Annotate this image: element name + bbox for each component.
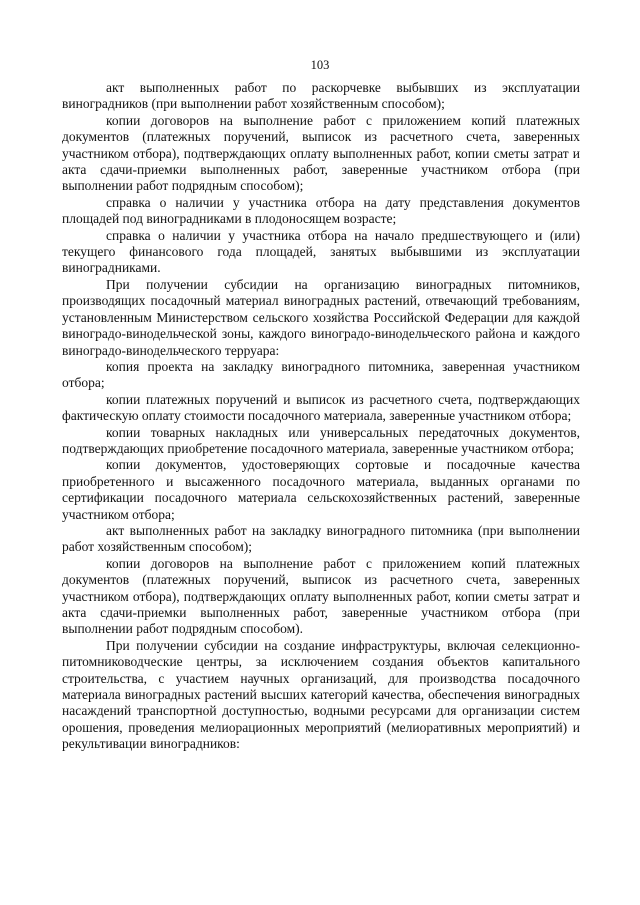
paragraph: справка о наличии у участника отбора на дату представления документов площадей под виноградниками в плодоносящем возрасте;	[62, 194, 580, 227]
paragraph: копии товарных накладных или универсальных передаточных документов, подтверждающих приобретение посадочного материала, заверенные участником отбора;	[62, 424, 580, 456]
paragraph: справка о наличии у участника отбора на начало предшествующего и (или) текущего финансового года площадей, занятых выбывшими из эксплуатации виноградниками.	[62, 227, 580, 276]
paragraph: При получении субсидии на организацию виноградных питомников, производящих посадочный материал виноградных растений, отвечающий требованиям, установленным Министерством сельского хозяйства Российской Федерации для каждой виноградо-винодельческой зоны, каждого виноградо-винодельческого района и каждого виноградо-винодельческого терруара:	[62, 276, 580, 358]
paragraph: акт выполненных работ по раскорчевке выбывших из эксплуатации виноградников (при выполнении работ хозяйственным способом);	[62, 80, 580, 112]
page-number: 103	[310, 58, 330, 72]
paragraph: При получении субсидии на создание инфраструктуры, включая селекционно-питомниководческие центры, за исключением создания объектов капитального строительства, с участием научных организаций, для производства посадочного материала виноградных растений высших категорий качества, обеспечения виноградных насаждений транспортной доступностью, водными ресурсами для организации систем орошения, проведения мелиорационных мероприятий (мелиоративных мероприятий) и рекультивации виноградников:	[62, 637, 580, 752]
paragraph: копии платежных поручений и выписок из расчетного счета, подтверждающих фактическую оплату стоимости посадочного материала, заверенные участником отбора;	[62, 391, 580, 424]
paragraph: копия проекта на закладку виноградного питомника, заверенная участником отбора;	[62, 358, 580, 391]
paragraph: копии договоров на выполнение работ с приложением копий платежных документов (платежных поручений, выписок из расчетного счета, заверенных участником отбора), подтверждающих оплату выполненных работ, копии сметы затрат и акта сдачи-приемки выполненных работ, заверенные участником отбора (при выполнении работ подрядным способом).	[62, 555, 580, 637]
paragraph: копии договоров на выполнение работ с приложением копий платежных документов (платежных поручений, выписок из расчетного счета, заверенных участником отбора), подтверждающих оплату выполненных работ, копии сметы затрат и акта сдачи-приемки выполненных работ, заверенные участником отбора (при выполнении работ подрядным способом);	[62, 112, 580, 194]
paragraph: копии документов, удостоверяющих сортовые и посадочные качества приобретенного и высаженного посадочного материала, выданных органами по сертификации посадочного материала сельскохозяйственных растений, заверенные участником отбора;	[62, 457, 580, 522]
paragraph: акт выполненных работ на закладку виноградного питомника (при выполнении работ хозяйственным способом);	[62, 522, 580, 555]
document-body	[62, 80, 580, 753]
